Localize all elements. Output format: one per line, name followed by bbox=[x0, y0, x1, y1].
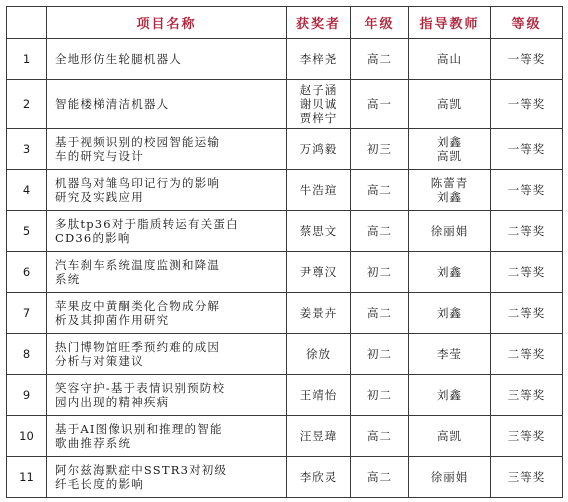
project-name bbox=[47, 457, 287, 498]
row-number: 5 bbox=[7, 211, 47, 252]
project-name-line: 车的研究与设计 bbox=[55, 149, 144, 163]
winner-name bbox=[287, 170, 351, 211]
teacher-name-line: 陈蕾青 bbox=[430, 176, 469, 190]
project-name-line: CD36的影响 bbox=[55, 231, 131, 245]
winner-name bbox=[287, 211, 351, 252]
row-number: 9 bbox=[7, 375, 47, 416]
row-number: 2 bbox=[7, 80, 47, 129]
winner-name-line: 蔡思文 bbox=[299, 224, 338, 238]
winner-name bbox=[287, 129, 351, 170]
project-name bbox=[47, 293, 287, 334]
table-row bbox=[7, 80, 563, 129]
award-level: 一等奖 bbox=[491, 170, 563, 211]
teacher-name bbox=[409, 457, 491, 498]
grade: 高二 bbox=[351, 293, 409, 334]
header-row bbox=[7, 7, 563, 39]
winner-name-line: 徐放 bbox=[306, 347, 331, 361]
teacher-name bbox=[409, 375, 491, 416]
teacher-name-line: 高山 bbox=[437, 52, 462, 66]
teacher-name-line: 刘鑫 bbox=[437, 306, 462, 320]
table-row bbox=[7, 170, 563, 211]
grade: 初二 bbox=[351, 375, 409, 416]
header-project-name: 项目名称 bbox=[47, 7, 287, 39]
winner-name bbox=[287, 334, 351, 375]
winner-name-line: 汪昱瑋 bbox=[299, 429, 338, 443]
award-level: 二等奖 bbox=[491, 334, 563, 375]
header-number bbox=[7, 7, 47, 39]
row-number: 1 bbox=[7, 39, 47, 80]
header-grade: 年级 bbox=[351, 7, 409, 39]
grade: 高二 bbox=[351, 39, 409, 80]
teacher-name bbox=[409, 170, 491, 211]
winner-name-line: 赵子涵 bbox=[299, 83, 338, 97]
award-level: 一等奖 bbox=[491, 39, 563, 80]
award-level: 二等奖 bbox=[491, 293, 563, 334]
row-number: 3 bbox=[7, 129, 47, 170]
winner-name bbox=[287, 80, 351, 129]
award-level: 二等奖 bbox=[491, 252, 563, 293]
grade: 高二 bbox=[351, 211, 409, 252]
project-name-line: 基于视频识别的校园智能运输 bbox=[55, 135, 221, 149]
grade: 初二 bbox=[351, 252, 409, 293]
winner-name-line: 谢贝诚 bbox=[299, 97, 338, 111]
teacher-name bbox=[409, 293, 491, 334]
project-name-line: 研究及实践应用 bbox=[55, 190, 144, 204]
teacher-name bbox=[409, 252, 491, 293]
table-body bbox=[7, 39, 563, 498]
row-number: 6 bbox=[7, 252, 47, 293]
awards-document bbox=[6, 6, 562, 496]
project-name-line: 机器鸟对雏鸟印记行为的影响 bbox=[55, 176, 221, 190]
project-name-line: 智能楼梯清洁机器人 bbox=[55, 97, 170, 111]
award-level: 二等奖 bbox=[491, 211, 563, 252]
award-level: 一等奖 bbox=[491, 80, 563, 129]
teacher-name-line: 高凯 bbox=[437, 429, 462, 443]
grade: 高二 bbox=[351, 170, 409, 211]
project-name-line: 园内出现的精神疾病 bbox=[55, 395, 170, 409]
teacher-name bbox=[409, 39, 491, 80]
table-row bbox=[7, 334, 563, 375]
teacher-name-line: 高凯 bbox=[437, 97, 462, 111]
award-level: 三等奖 bbox=[491, 416, 563, 457]
winner-name bbox=[287, 457, 351, 498]
project-name bbox=[47, 170, 287, 211]
project-name bbox=[47, 334, 287, 375]
table-row bbox=[7, 375, 563, 416]
project-name-line: 基于AI图像识别和推理的智能 bbox=[55, 422, 223, 436]
project-name-line: 笑容守护-基于表情识别预防校 bbox=[55, 381, 226, 395]
winner-name-line: 万鸿毅 bbox=[299, 142, 338, 156]
winner-name-line: 牛浩瑄 bbox=[299, 183, 338, 197]
teacher-name bbox=[409, 80, 491, 129]
grade: 初三 bbox=[351, 129, 409, 170]
row-number: 11 bbox=[7, 457, 47, 498]
project-name bbox=[47, 375, 287, 416]
winner-name bbox=[287, 252, 351, 293]
header-award-level: 等级 bbox=[491, 7, 563, 39]
table-row bbox=[7, 129, 563, 170]
project-name bbox=[47, 211, 287, 252]
header-teacher: 指导教师 bbox=[409, 7, 491, 39]
header-winner: 获奖者 bbox=[287, 7, 351, 39]
project-name-line: 纤毛长度的影响 bbox=[55, 477, 144, 491]
winner-name-line: 尹尊汉 bbox=[299, 265, 338, 279]
table-row bbox=[7, 39, 563, 80]
project-name-line: 阿尔兹海默症中SSTR3对初级 bbox=[55, 463, 228, 477]
winner-name-line: 姜景卉 bbox=[299, 306, 338, 320]
project-name-line: 系统 bbox=[55, 272, 81, 286]
row-number: 8 bbox=[7, 334, 47, 375]
grade: 高二 bbox=[351, 416, 409, 457]
teacher-name-line: 徐丽娟 bbox=[430, 224, 469, 238]
award-level: 三等奖 bbox=[491, 375, 563, 416]
teacher-name-line: 高凯 bbox=[437, 149, 462, 163]
project-name-line: 苹果皮中黄酮类化合物成分解 bbox=[55, 299, 221, 313]
project-name-line: 多肽tp36对于脂质转运有关蛋白 bbox=[55, 217, 239, 231]
project-name-line: 析及其抑菌作用研究 bbox=[55, 313, 170, 327]
row-number: 7 bbox=[7, 293, 47, 334]
teacher-name bbox=[409, 129, 491, 170]
teacher-name-line: 徐丽娟 bbox=[430, 470, 469, 484]
table-row bbox=[7, 293, 563, 334]
teacher-name-line: 李莹 bbox=[437, 347, 462, 361]
teacher-name-line: 刘鑫 bbox=[437, 135, 462, 149]
awards-table bbox=[6, 6, 563, 498]
table-row bbox=[7, 457, 563, 498]
teacher-name-line: 刘鑫 bbox=[437, 190, 462, 204]
teacher-name bbox=[409, 334, 491, 375]
teacher-name bbox=[409, 211, 491, 252]
project-name-line: 汽车刹车系统温度监测和降温 bbox=[55, 258, 221, 272]
winner-name-line: 王靖怡 bbox=[299, 388, 338, 402]
winner-name-line: 李欣灵 bbox=[299, 470, 338, 484]
winner-name bbox=[287, 416, 351, 457]
project-name-line: 歌曲推荐系统 bbox=[55, 436, 132, 450]
teacher-name-line: 刘鑫 bbox=[437, 388, 462, 402]
teacher-name bbox=[409, 416, 491, 457]
row-number: 10 bbox=[7, 416, 47, 457]
grade: 初二 bbox=[351, 334, 409, 375]
winner-name bbox=[287, 39, 351, 80]
project-name-line: 热门博物馆旺季预约难的成因 bbox=[55, 340, 221, 354]
winner-name-line: 贾梓宁 bbox=[299, 111, 338, 125]
project-name bbox=[47, 129, 287, 170]
winner-name bbox=[287, 293, 351, 334]
project-name bbox=[47, 39, 287, 80]
winner-name bbox=[287, 375, 351, 416]
table-row bbox=[7, 416, 563, 457]
project-name bbox=[47, 80, 287, 129]
table-row bbox=[7, 211, 563, 252]
teacher-name-line: 刘鑫 bbox=[437, 265, 462, 279]
table-row bbox=[7, 252, 563, 293]
project-name-line: 分析与对策建议 bbox=[55, 354, 144, 368]
award-level: 一等奖 bbox=[491, 129, 563, 170]
project-name bbox=[47, 416, 287, 457]
grade: 高二 bbox=[351, 457, 409, 498]
row-number: 4 bbox=[7, 170, 47, 211]
project-name bbox=[47, 252, 287, 293]
winner-name-line: 李梓尧 bbox=[299, 52, 338, 66]
award-level: 三等奖 bbox=[491, 457, 563, 498]
grade: 高一 bbox=[351, 80, 409, 129]
project-name-line: 全地形仿生轮腿机器人 bbox=[55, 52, 182, 66]
